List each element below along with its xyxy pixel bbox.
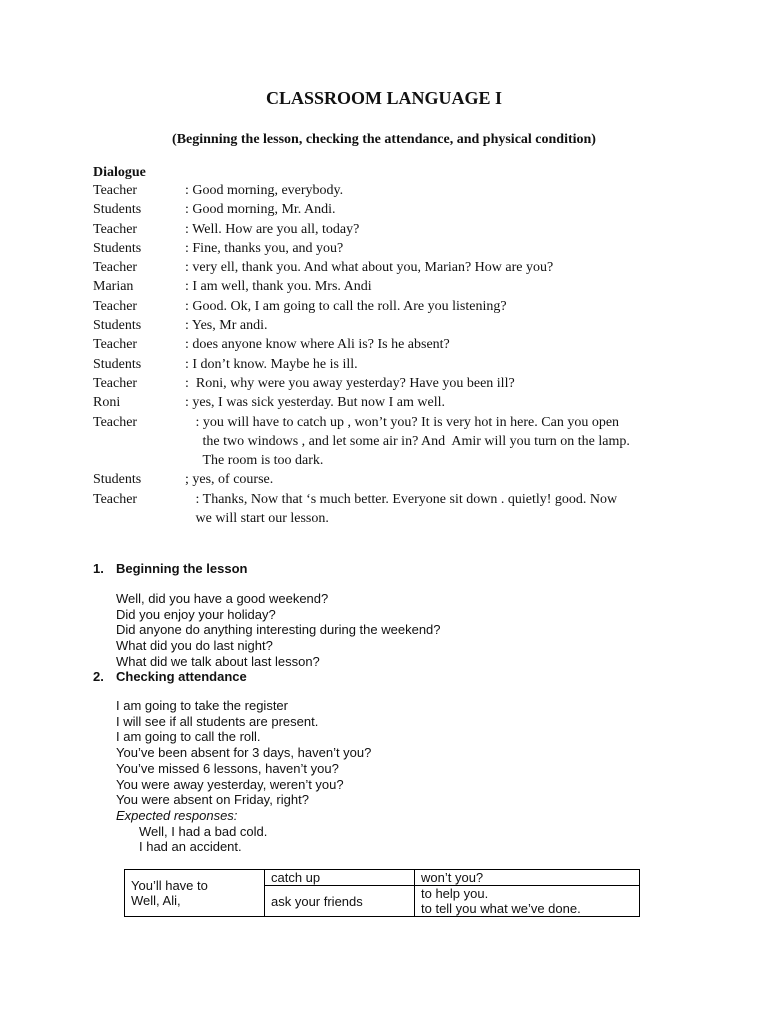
section-title: Checking attendance [116, 669, 247, 684]
list-item: What did you do last night? [116, 638, 273, 654]
list-item: What did we talk about last lesson? [116, 653, 320, 669]
phrase-cell-purpose [415, 886, 640, 917]
list-item: You’ve missed 6 lessons, haven’t you? [116, 760, 339, 776]
speaker: Teacher [93, 375, 138, 391]
speaker: Teacher [93, 183, 138, 198]
utterance: : Good morning, everybody. [185, 183, 344, 198]
list-item: You’ve been absent for 3 days, haven’t you? [116, 745, 372, 761]
list-item: You were absent on Friday, right? [116, 792, 309, 808]
dialogue-line [93, 239, 733, 258]
speaker: Roni [93, 395, 121, 411]
speaker: Students [93, 202, 142, 218]
phrase-cell-verb: ask your friends [265, 886, 415, 917]
dialogue-line [93, 277, 733, 296]
response-item: Well, I had a bad cold. [139, 823, 268, 839]
utterance: : Good. Ok, I am going to call the roll. Are you listening? [185, 298, 507, 314]
speaker: Teacher [93, 414, 138, 430]
dialogue-line [93, 200, 733, 219]
utterance: : I don’t know. Maybe he is ill. [185, 356, 358, 372]
phrase-cell-starter [125, 870, 265, 917]
utterance: : Fine, thanks you, and you? [185, 240, 344, 256]
utterance: : Yes, Mr andi. [185, 318, 268, 334]
speaker: Marian [93, 279, 134, 295]
dialogue-line [93, 393, 733, 412]
speaker: Teacher [93, 260, 138, 276]
dialogue-heading: Dialogue [93, 165, 146, 180]
phrase-text: to help you. [421, 886, 489, 901]
speaker: Teacher [93, 221, 138, 237]
dialogue-line [93, 316, 733, 335]
dialogue [93, 181, 733, 528]
dialogue-line [93, 490, 733, 529]
speaker: Teacher [93, 337, 138, 353]
phrase-text: to tell you what we’ve done. [421, 901, 581, 916]
list-item: Well, did you have a good weekend? [116, 591, 329, 606]
utterance: : does anyone know where Ali is? Is he absent? [185, 337, 450, 353]
response-item: I had an accident. [139, 839, 242, 855]
speaker: Students [93, 356, 142, 372]
section-heading [93, 669, 371, 684]
section-title: Beginning the lesson [116, 561, 248, 576]
page-title: CLASSROOM LANGUAGE I [265, 88, 503, 108]
phrase-cell-verb: catch up [265, 870, 415, 886]
dialogue-line [93, 220, 733, 239]
utterance: ; yes, of course. [185, 472, 274, 488]
dialogue-line [93, 470, 733, 489]
speaker: Teacher [93, 298, 138, 314]
utterance: : very ell, thank you. And what about you, Marian? How are you? [185, 260, 554, 276]
dialogue-line [93, 297, 733, 316]
utterance: : I am well, thank you. Mrs. Andi [185, 279, 372, 295]
list-item: I am going to call the roll. [116, 729, 261, 745]
speaker: Teacher [93, 491, 138, 507]
phrase-table [124, 869, 640, 917]
section-beginning-lesson [93, 561, 441, 670]
speaker: Students [93, 318, 142, 334]
utterance: : Thanks, Now that ‘s much better. Everyone sit down . quietly! good. Now we will start our lesson. [195, 491, 618, 527]
utterance: : Well. How are you all, today? [185, 221, 360, 237]
phrase-text: Well, Ali, [131, 893, 181, 908]
dialogue-line [93, 355, 733, 374]
dialogue-line [93, 413, 733, 471]
expected-responses-label: Expected responses: [116, 807, 238, 823]
phrase-text: You’ll have to [131, 878, 208, 893]
section-checking-attendance [93, 669, 371, 855]
section-heading [93, 561, 441, 576]
utterance: : Good morning, Mr. Andi. [185, 202, 336, 218]
phrase-cell-tag: won’t you? [415, 870, 640, 886]
speaker: Students [93, 472, 142, 488]
dialogue-line [93, 374, 733, 393]
utterance: : yes, I was sick yesterday. But now I am well. [185, 395, 445, 411]
dialogue-line [93, 181, 733, 200]
dialogue-line [93, 335, 733, 354]
list-item: I am going to take the register [116, 698, 288, 713]
section-number: 2. [93, 669, 104, 684]
list-item: I will see if all students are present. [116, 713, 319, 729]
page-subtitle: (Beginning the lesson, checking the attendance, and physical condition) [172, 132, 596, 147]
utterance: : you will have to catch up , won’t you? It is very hot in here. Can you open the two windows , and let some air in? And Amir will you turn on the lamp. The room is too dark. [195, 414, 630, 469]
list-item: Did anyone do anything interesting during the weekend? [116, 622, 441, 638]
section-number: 1. [93, 561, 104, 576]
dialogue-line [93, 258, 733, 277]
speaker: Students [93, 240, 142, 256]
list-item: Did you enjoy your holiday? [116, 606, 276, 622]
utterance: : Roni, why were you away yesterday? Have you been ill? [185, 375, 515, 391]
list-item: You were away yesterday, weren’t you? [116, 776, 344, 792]
